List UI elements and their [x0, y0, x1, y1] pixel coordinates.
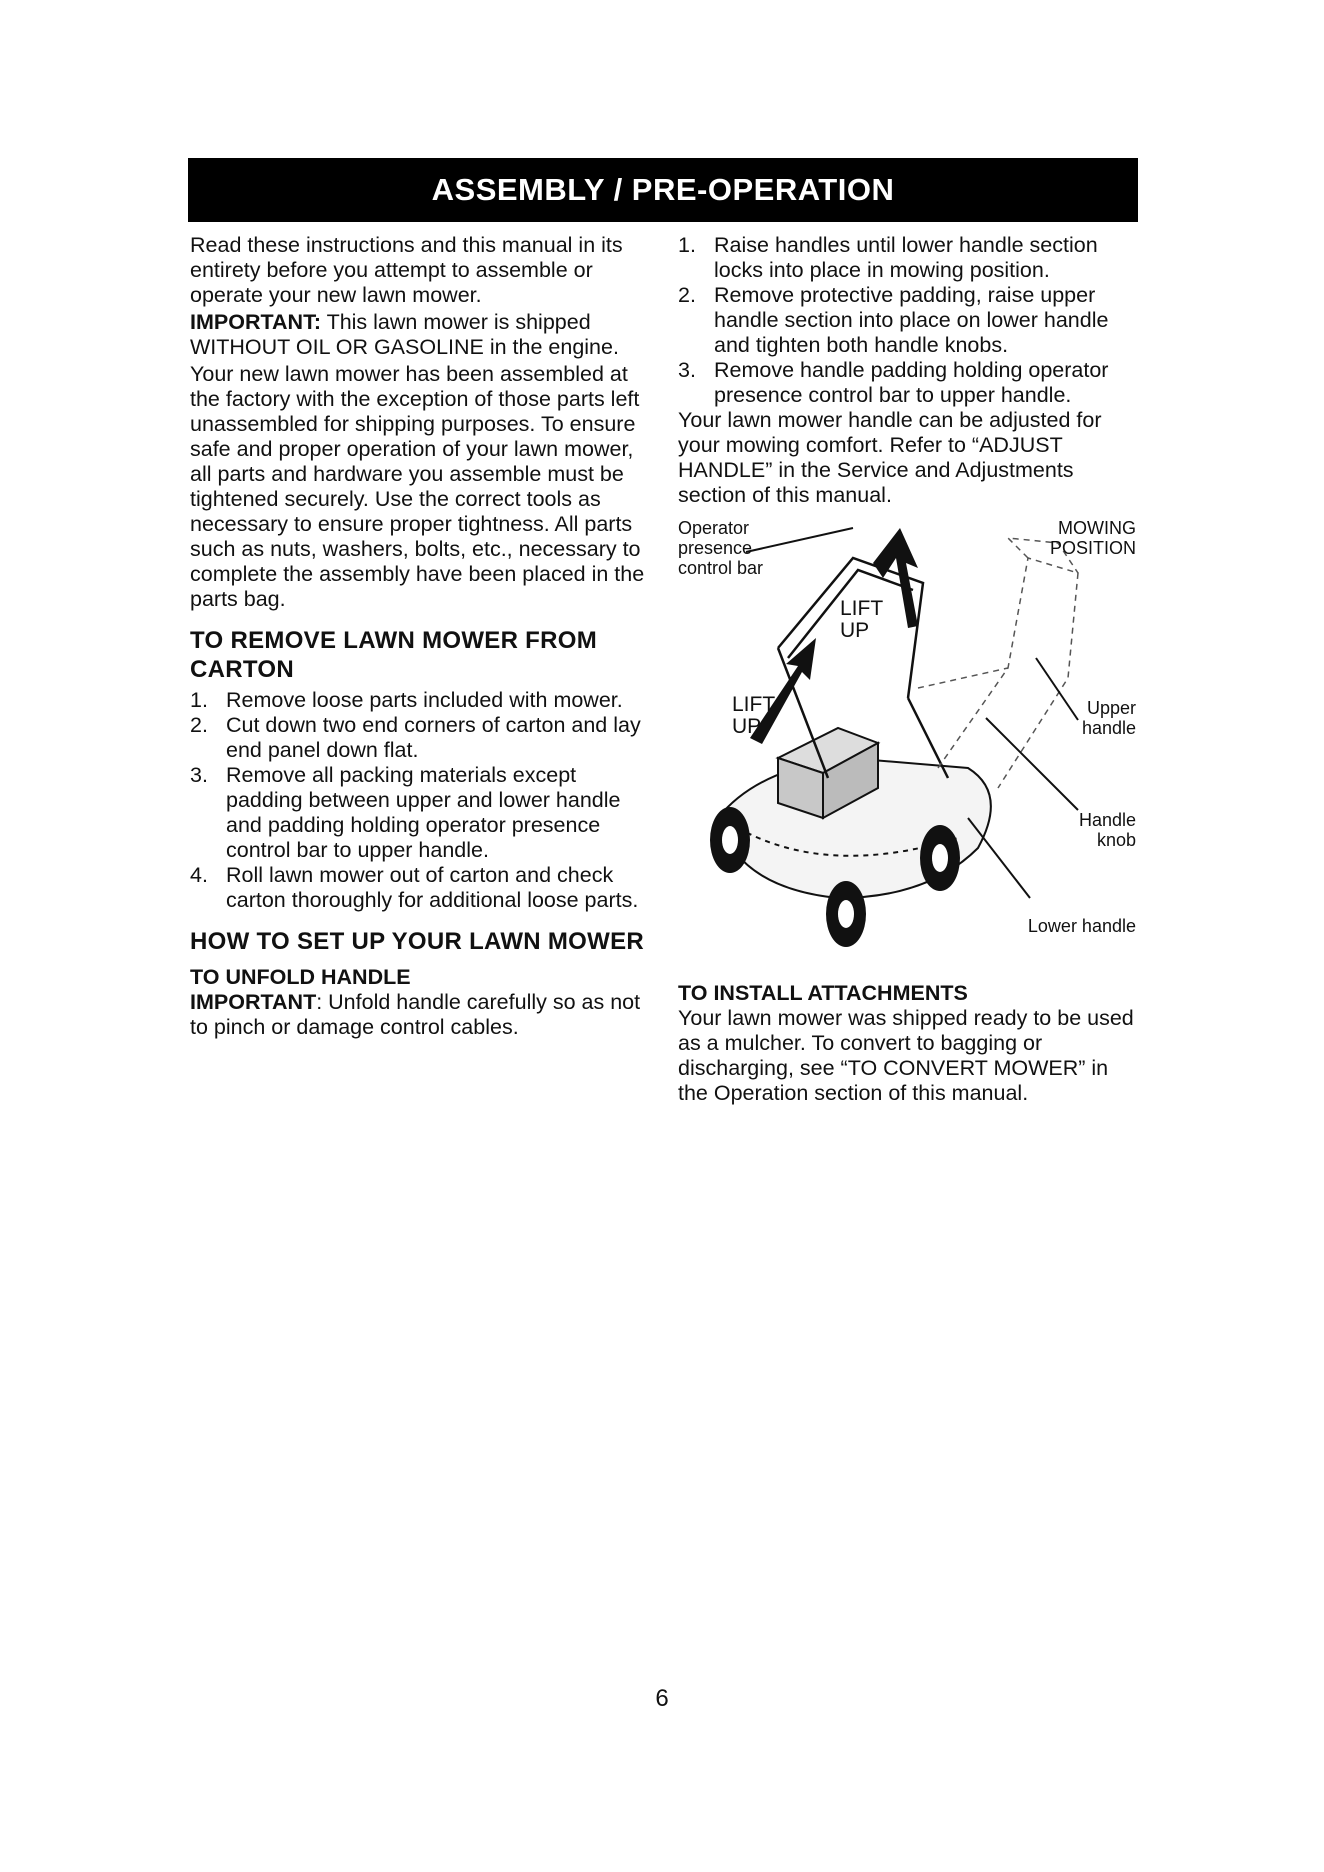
lift-up-label: LIFT UP [732, 693, 775, 738]
adjust-handle-paragraph: Your lawn mower handle can be adjusted for your mowing comfort. Refer to “ADJUST HANDLE” in the Service and Adjustments section of this manual. [678, 408, 1102, 507]
list-item [190, 713, 650, 763]
heading-unfold-handle: TO UNFOLD HANDLE [190, 965, 411, 989]
list-item [678, 233, 1140, 283]
mower-handle-figure [678, 518, 1140, 958]
assembly-paragraph: Your new lawn mower has been assembled at the factory with the exception of those parts left unassembled for shipping purposes. To ensure safe and proper operation of your lawn mower, all parts and hardware you assemble must be tightened securely. Use the correct tools as necessary to ensure proper tightness. All parts such as nuts, washers, bolts, etc., necessary to complete the assembly have been placed in the parts bag. [190, 362, 645, 611]
important-text: This lawn mower is shipped WITHOUT OIL OR GASOLINE in the engine. [190, 310, 619, 359]
remove-steps-list [190, 688, 650, 913]
step-text: Remove handle padding holding operator presence control bar to upper handle. [714, 358, 1109, 407]
page-number: 6 [655, 1685, 669, 1712]
important-shipping-note [190, 310, 650, 360]
list-item [190, 863, 650, 913]
important-label: IMPORTANT: [190, 310, 321, 334]
important-text: : Unfold handle carefully so as not to pinch or damage control cables. [190, 990, 641, 1039]
lower-handle-label: Lower handle [1027, 916, 1136, 936]
mowing-position-handle [918, 538, 1078, 788]
important-label: IMPORTANT [190, 990, 317, 1014]
step-text: Remove all packing materials except padding between upper and lower handle and padding holding operator presence control bar to upper handle. [226, 763, 621, 862]
step-number: 4. [190, 863, 208, 887]
step-text: Raise handles until lower handle section locks into place in mowing position. [714, 233, 1098, 282]
important-unfold-note [190, 990, 650, 1040]
lift-up-label: LIFT UP [840, 597, 883, 642]
step-number: 1. [190, 688, 208, 712]
left-column [190, 233, 650, 1042]
right-column [678, 233, 1140, 1108]
list-item [678, 283, 1140, 358]
upper-handle-label: Upper handle [1081, 698, 1136, 738]
operator-presence-label: Operator presence control bar [678, 518, 764, 578]
list-item [190, 763, 650, 863]
step-number: 1. [678, 233, 696, 257]
heading-setup-mower: HOW TO SET UP YOUR LAWN MOWER [190, 928, 645, 955]
step-number: 2. [678, 283, 696, 307]
unfold-steps-list [678, 233, 1140, 408]
step-text: Remove protective padding, raise upper handle section into place on lower handle and tighten both handle knobs. [714, 283, 1109, 357]
list-item [190, 688, 650, 713]
attachments-paragraph: Your lawn mower was shipped ready to be used as a mulcher. To convert to bagging or discharging, see “TO CONVERT MOWER” in the Operation section of this manual. [678, 1006, 1134, 1105]
list-item [678, 358, 1140, 408]
mowing-position-label: MOWING POSITION [1049, 518, 1136, 558]
lawn-mower-illustration [678, 518, 1140, 958]
heading-install-attachments: TO INSTALL ATTACHMENTS [678, 981, 968, 1005]
step-number: 2. [190, 713, 208, 737]
step-text: Cut down two end corners of carton and lay end panel down flat. [226, 713, 641, 762]
handle-knob-label: Handle knob [1078, 810, 1136, 850]
step-number: 3. [678, 358, 696, 382]
section-banner [188, 158, 1138, 222]
intro-paragraph: Read these instructions and this manual in its entirety before you attempt to assemble or operate your new lawn mower. [190, 233, 623, 307]
step-text: Roll lawn mower out of carton and check carton thoroughly for additional loose parts. [226, 863, 639, 912]
heading-remove-from-carton: TO REMOVE LAWN MOWER FROM CARTON [190, 627, 598, 683]
section-title: ASSEMBLY / PRE-OPERATION [431, 172, 895, 207]
step-text: Remove loose parts included with mower. [226, 688, 623, 712]
step-number: 3. [190, 763, 208, 787]
